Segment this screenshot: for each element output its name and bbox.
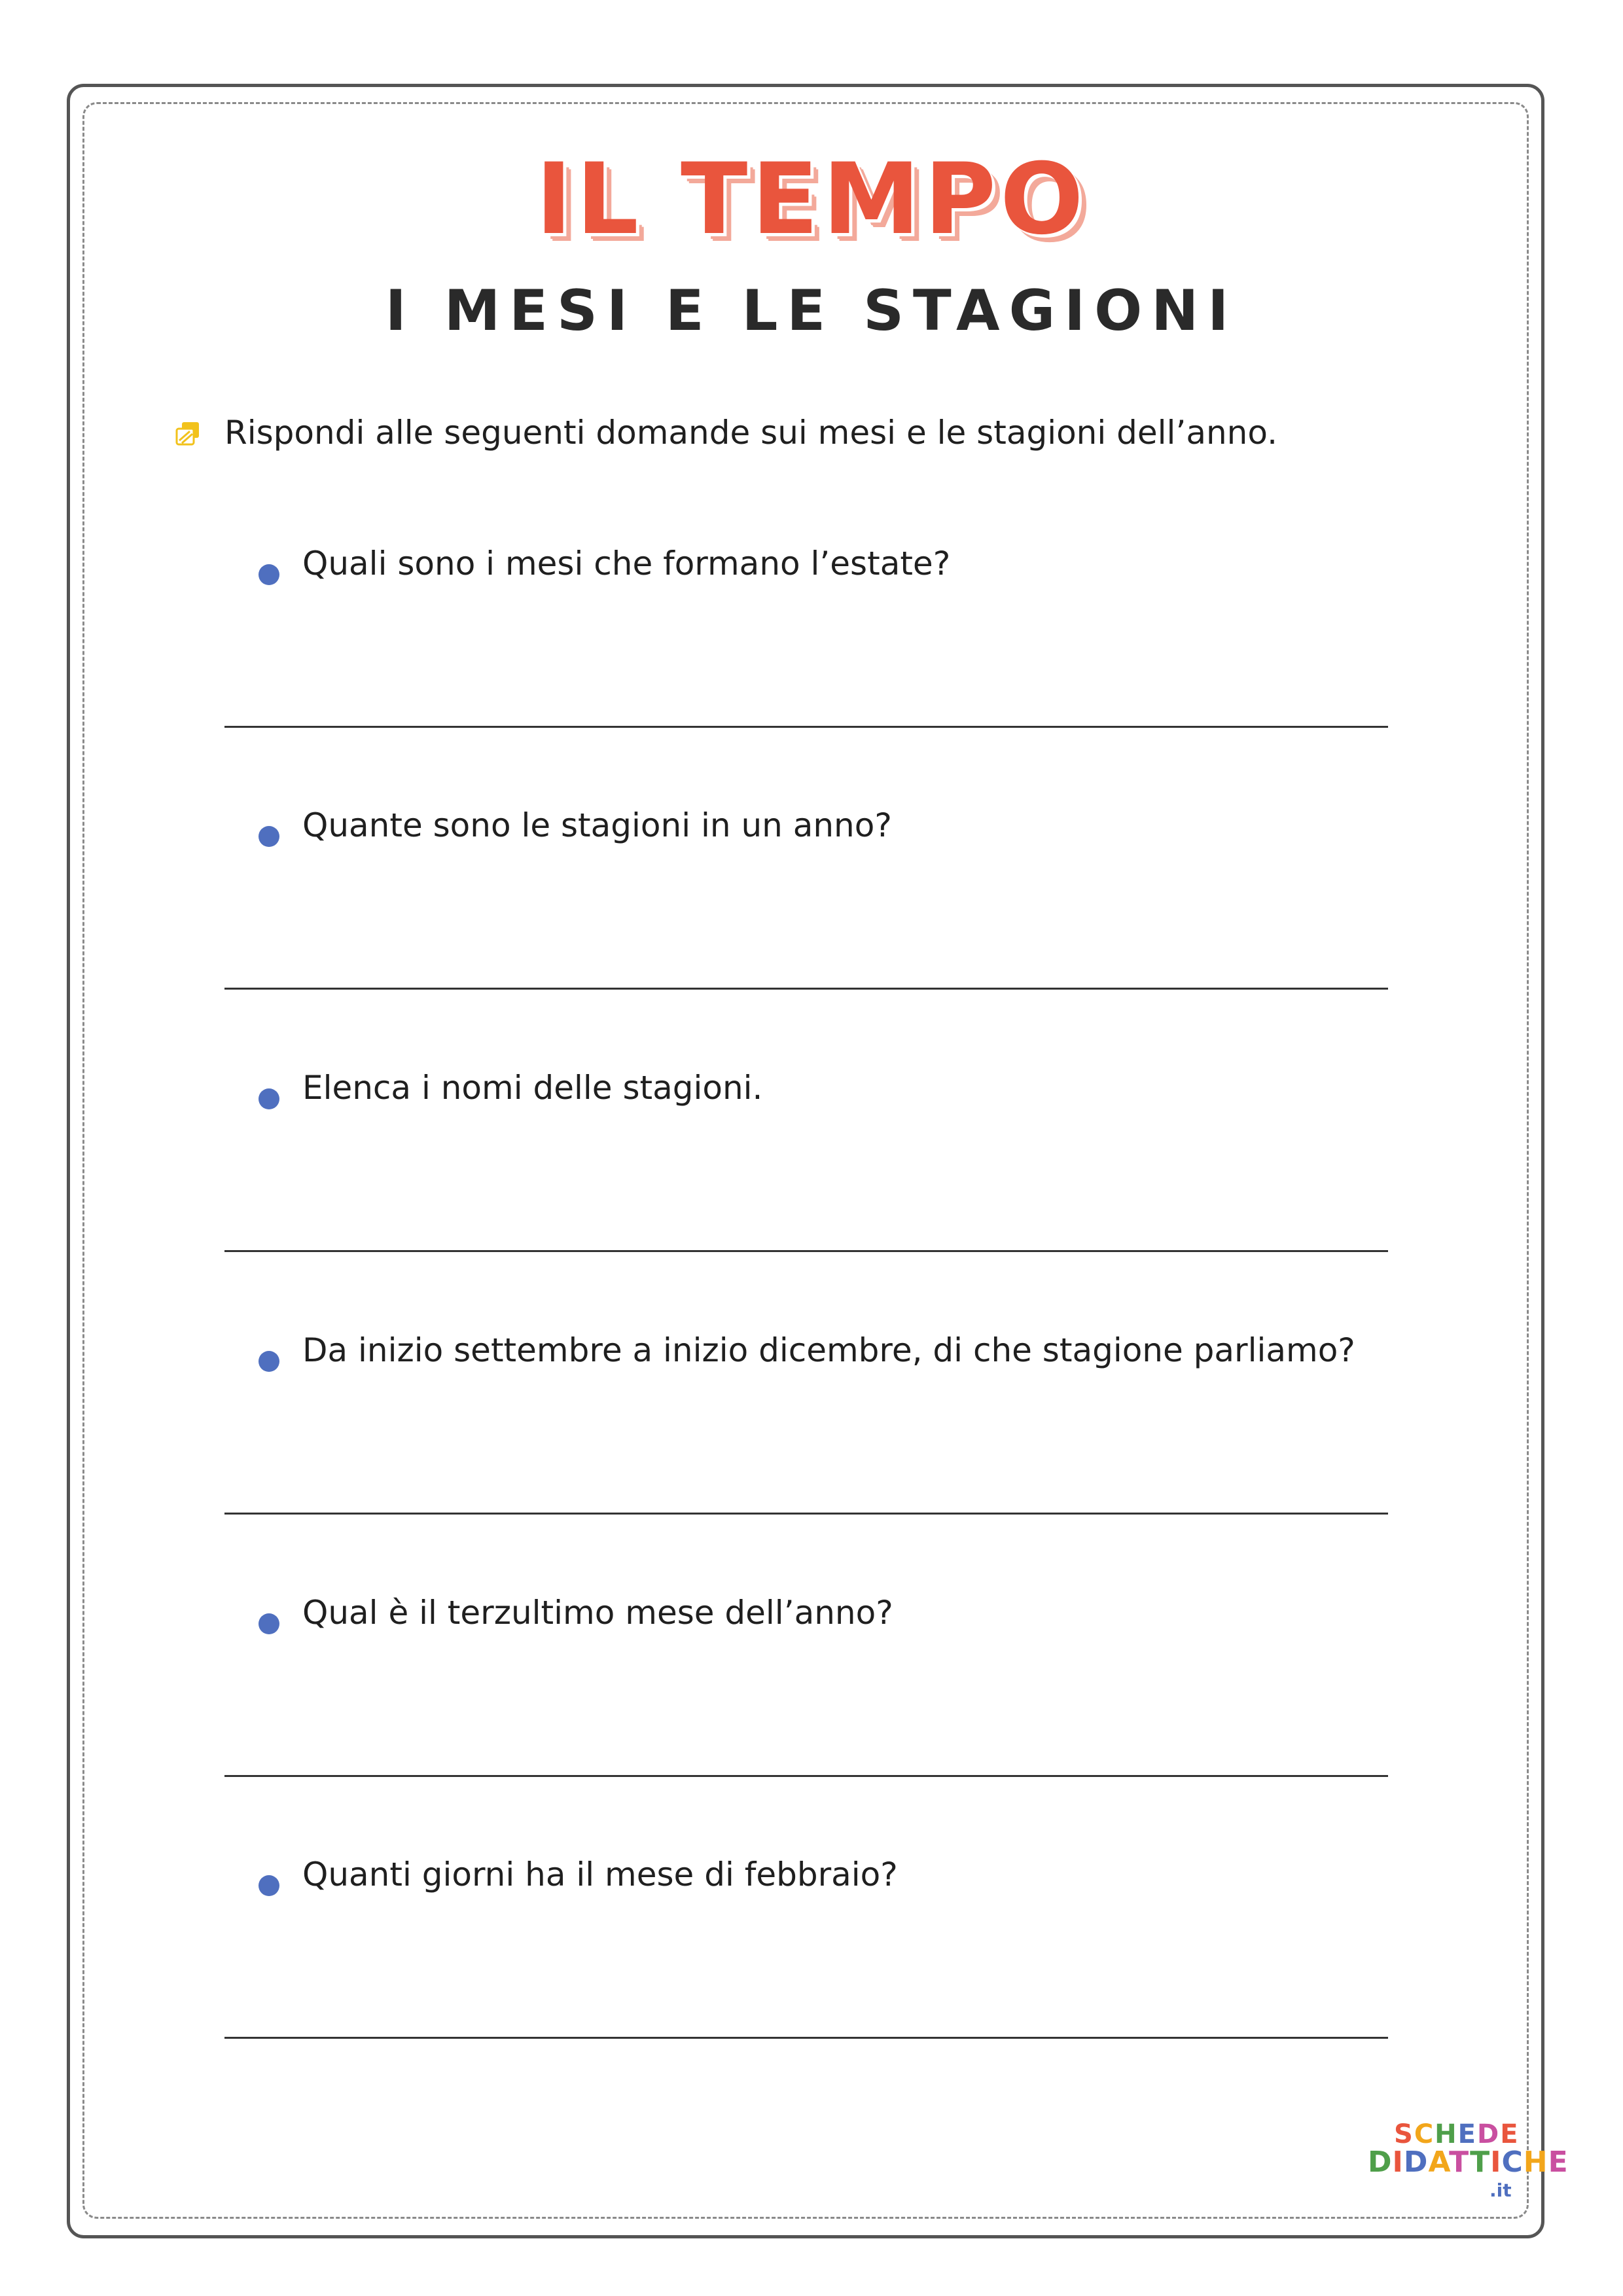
- question-text: Qual è il terzultimo mese dell’anno?: [302, 1594, 893, 1632]
- question-item: [0, 1069, 1623, 1350]
- bullet-icon: [259, 1351, 279, 1372]
- logo-line-1: SCHEDE: [1394, 2119, 1520, 2149]
- answer-line[interactable]: [224, 2037, 1388, 2039]
- question-item: [0, 1331, 1623, 1613]
- note-icon: [175, 421, 200, 446]
- question-text: Quanti giorni ha il mese di febbraio?: [302, 1856, 898, 1893]
- answer-line[interactable]: [224, 1513, 1388, 1515]
- page-title: IL TEMPO: [535, 143, 1088, 257]
- instruction-text: Rispondi alle seguenti domande sui mesi e le stagioni dell’anno.: [224, 414, 1277, 452]
- question-item: [0, 1594, 1623, 1875]
- question-text: Da inizio settembre a inizio dicembre, di che stagione parliamo?: [302, 1331, 1355, 1369]
- question-text: Quali sono i mesi che formano l’estate?: [302, 545, 951, 583]
- logo-line-3: .it: [1489, 2179, 1512, 2201]
- bullet-icon: [259, 826, 279, 847]
- question-item: [0, 545, 1623, 826]
- logo-line-2: DIDATTICHE: [1368, 2145, 1569, 2179]
- answer-line[interactable]: [224, 726, 1388, 728]
- bullet-icon: [259, 1088, 279, 1109]
- question-text: Elenca i nomi delle stagioni.: [302, 1069, 763, 1107]
- answer-line[interactable]: [224, 1250, 1388, 1252]
- bullet-icon: [259, 564, 279, 585]
- question-text: Quante sono le stagioni in un anno?: [302, 806, 892, 844]
- site-logo: [1368, 2119, 1569, 2204]
- answer-line[interactable]: [224, 988, 1388, 990]
- answer-line[interactable]: [224, 1775, 1388, 1777]
- question-item: [0, 806, 1623, 1088]
- bullet-icon: [259, 1875, 279, 1896]
- question-item: [0, 1856, 1623, 2137]
- bullet-icon: [259, 1613, 279, 1634]
- page-subtitle: I MESI E LE STAGIONI: [385, 278, 1238, 344]
